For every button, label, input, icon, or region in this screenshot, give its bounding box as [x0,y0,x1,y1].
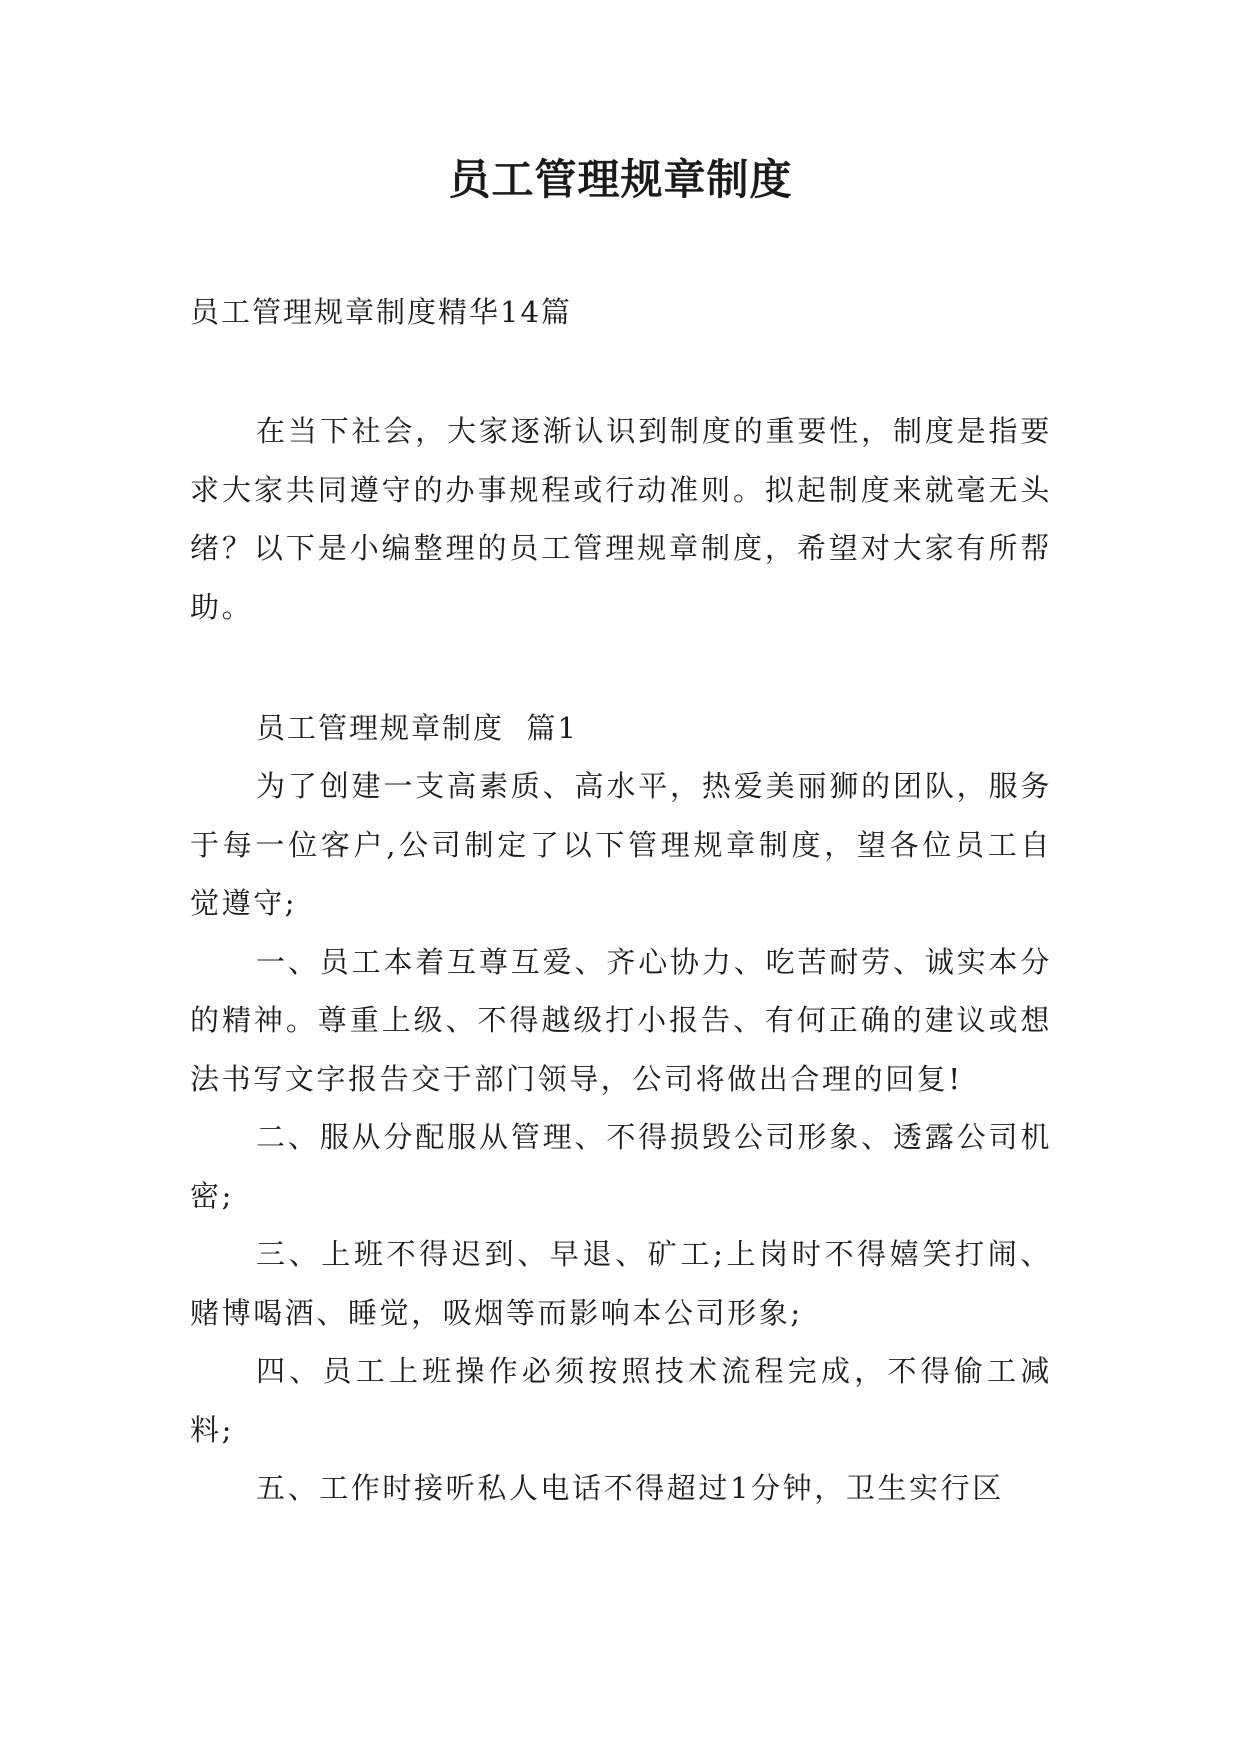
intro-paragraph: 在当下社会，大家逐渐认识到制度的重要性，制度是指要求大家共同遵守的办事规程或行动准则。拟起制度来就毫无头绪？以下是小编整理的员工管理规章制度，希望对大家有所帮助。 [190,414,1052,624]
document-subtitle: 员工管理规章制度精华14篇 [190,295,572,329]
paragraph-rule-5: 五、工作时接听私人电话不得超过1分钟，卫生实行区 [256,1471,1004,1505]
section-heading: 员工管理规章制度 篇1 [256,711,578,745]
paragraph-rule-3: 三、上班不得迟到、早退、矿工;上岗时不得嬉笑打闹、赌博喝酒、睡觉，吸烟等而影响本公司形象; [190,1237,1052,1330]
paragraph-rule-2: 二、服从分配服从管理、不得损毁公司形象、透露公司机密; [190,1120,1052,1213]
paragraph-rule-4: 四、员工上班操作必须按照技术流程完成，不得偷工减料; [190,1354,1052,1447]
document-title: 员工管理规章制度 [448,155,793,204]
paragraph-preamble: 为了创建一支高素质、高水平，热爱美丽狮的团队，服务于每一位客户,公司制定了以下管理规章制度，望各位员工自觉遵守; [190,769,1052,920]
section-content [190,757,1052,1518]
paragraph-rule-1: 一、员工本着互尊互爱、齐心协力、吃苦耐劳、诚实本分的精神。尊重上级、不得越级打小报告、有何正确的建议或想法书写文字报告交于部门领导，公司将做出合理的回复! [190,944,1052,1096]
